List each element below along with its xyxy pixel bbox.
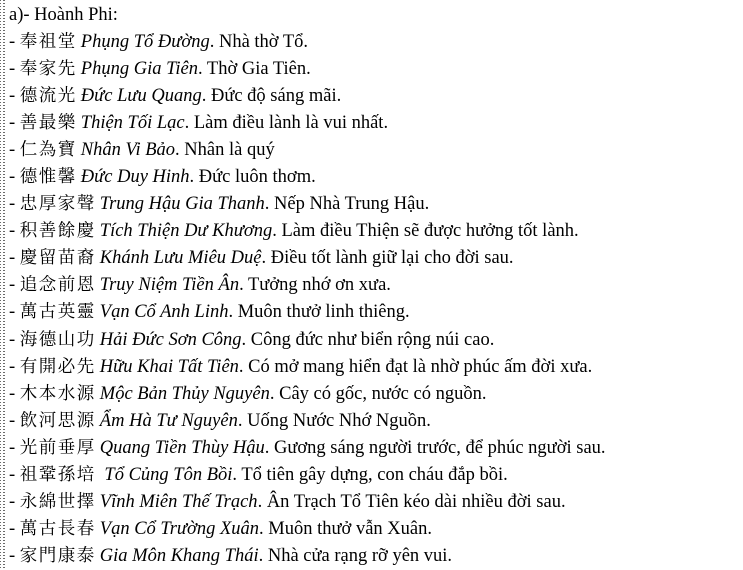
dash-bullet: -	[9, 491, 20, 512]
list-item	[9, 218, 743, 245]
separator-period: .	[258, 545, 268, 566]
meaning-text: Đức luôn thơm.	[198, 167, 316, 188]
section-heading: a)- Hoành Phi:	[9, 5, 118, 25]
transliteration: Đức Lưu Quang	[80, 86, 202, 107]
list-item	[9, 408, 743, 435]
han-characters: 木本水源	[19, 383, 96, 404]
page-boundary-dotted-line	[0, 0, 1, 570]
dash-bullet: -	[9, 167, 20, 188]
separator-period: .	[238, 356, 249, 377]
meaning-text: Muôn thưở vẫn Xuân.	[268, 518, 432, 539]
han-characters: 萬古英靈	[19, 302, 96, 323]
dash-bullet: -	[9, 221, 20, 242]
list-item	[9, 83, 743, 110]
transliteration: Khánh Lưu Miêu Duệ	[99, 248, 262, 269]
list-item	[9, 354, 743, 381]
separator-period: .	[259, 518, 269, 539]
dash-bullet: -	[9, 32, 20, 52]
han-characters: 德流光	[19, 86, 77, 107]
han-characters: 有開必先	[19, 356, 96, 377]
list-item	[9, 299, 743, 326]
meaning-text: Gương sáng người trước, để phúc người sau.	[274, 437, 606, 458]
meaning-text: Làm điều lành là vui nhất.	[193, 113, 389, 134]
transliteration: Đức Duy Hinh	[80, 167, 190, 188]
dash-bullet: -	[9, 545, 20, 566]
meaning-text: Muôn thưở linh thiêng.	[237, 302, 410, 323]
han-characters: 仁為寶	[19, 140, 77, 161]
dash-bullet: -	[9, 518, 20, 539]
dash-bullet: -	[9, 113, 20, 134]
han-characters: 积善餘慶	[19, 221, 96, 242]
han-characters: 忠厚家聲	[19, 194, 96, 215]
han-characters: 家門康泰	[19, 545, 96, 566]
list-item	[9, 245, 743, 272]
hoanh-phi-list	[9, 29, 743, 570]
meaning-text: Công đức như biển rộng núi cao.	[250, 329, 495, 350]
transliteration: Thiện Tối Lạc	[80, 113, 185, 134]
document-content	[9, 2, 743, 570]
han-characters: 萬古長春	[19, 518, 96, 539]
separator-period: .	[228, 302, 238, 323]
han-characters: 德惟馨	[19, 167, 77, 188]
transliteration: Quang Tiền Thùy Hậu	[99, 437, 265, 458]
han-characters: 永綿世擇	[19, 491, 96, 512]
list-item	[9, 56, 743, 83]
meaning-text: Nhà thờ Tổ.	[218, 32, 309, 52]
list-item	[9, 164, 743, 191]
page-boundary-dotted-line	[3, 0, 5, 570]
transliteration: Hữu Khai Tất Tiên	[99, 356, 239, 377]
meaning-text: Nhân là quý	[184, 140, 275, 161]
dash-bullet: -	[9, 140, 20, 161]
meaning-text: Đức độ sáng mãi.	[210, 86, 342, 107]
separator-period: .	[197, 59, 207, 80]
han-characters: 光前垂厚	[19, 437, 96, 458]
transliteration: Trung Hậu Gia Thanh	[99, 194, 265, 215]
list-item	[9, 191, 743, 218]
transliteration: Nhân Vi Bảo	[80, 140, 176, 161]
list-item	[9, 29, 743, 56]
meaning-text: Thờ Gia Tiên.	[206, 59, 311, 80]
meaning-text: Điều tốt lành giữ lại cho đời sau.	[270, 248, 514, 269]
meaning-text: Ân Trạch Tổ Tiên kéo dài nhiều đời sau.	[266, 491, 566, 512]
list-item	[9, 489, 743, 516]
separator-period: .	[241, 329, 251, 350]
transliteration: Truy Niệm Tiền Ân	[99, 275, 240, 296]
dash-bullet: -	[9, 383, 20, 404]
separator-period: .	[261, 248, 271, 269]
dash-bullet: -	[9, 275, 20, 296]
list-item	[9, 327, 743, 354]
separator-period: .	[272, 221, 282, 242]
dash-bullet: -	[9, 59, 20, 80]
dash-bullet: -	[9, 248, 20, 269]
meaning-text: Nếp Nhà Trung Hậu.	[274, 194, 430, 215]
han-characters: 祖鞏孫培	[19, 464, 96, 485]
dash-bullet: -	[9, 464, 20, 485]
list-item	[9, 381, 743, 408]
separator-period: .	[269, 383, 280, 404]
separator-period: .	[175, 140, 185, 161]
separator-period: .	[237, 410, 248, 431]
transliteration: Vĩnh Miên Thế Trạch	[99, 491, 258, 512]
separator-period: .	[264, 194, 275, 215]
transliteration: Tích Thiện Dư Khương	[99, 221, 273, 242]
han-characters: 善最樂	[19, 113, 77, 134]
dash-bullet: -	[9, 437, 20, 458]
separator-period: .	[189, 167, 199, 188]
transliteration: Vạn Cổ Trường Xuân	[99, 518, 260, 539]
han-characters: 奉家先	[19, 59, 77, 80]
meaning-text: Uống Nước Nhớ Nguồn.	[247, 410, 431, 431]
meaning-text: Làm điều Thiện sẽ được hưởng tốt lành.	[281, 221, 579, 242]
separator-period: .	[232, 464, 242, 485]
han-characters: 飲河思源	[19, 410, 96, 431]
han-characters: 追念前恩	[19, 275, 96, 296]
dash-bullet: -	[9, 302, 20, 323]
list-item	[9, 435, 743, 462]
transliteration: Vạn Cổ Anh Linh	[99, 302, 229, 323]
meaning-text: Cây có gốc, nước có nguồn.	[279, 383, 487, 404]
list-item	[9, 516, 743, 543]
transliteration: Gia Môn Khang Thái	[99, 545, 259, 566]
meaning-text: Nhà cửa rạng rỡ yên vui.	[267, 545, 453, 566]
dash-bullet: -	[9, 86, 20, 107]
separator-period: .	[264, 437, 275, 458]
list-item	[9, 110, 743, 137]
transliteration: Hải Đức Sơn Công	[99, 329, 242, 350]
meaning-text: Tưởng nhớ ơn xưa.	[248, 275, 391, 296]
separator-period: .	[184, 113, 194, 134]
dash-bullet: -	[9, 194, 20, 215]
han-characters: 海德山功	[19, 329, 96, 350]
transliteration: Ẩm Hà Tư Nguyên	[99, 410, 238, 431]
han-characters: 奉祖堂	[19, 32, 77, 52]
list-item	[9, 462, 743, 489]
dash-bullet: -	[9, 356, 20, 377]
list-item	[9, 272, 743, 299]
meaning-text: Tổ tiên gây dựng, con cháu đắp bồi.	[241, 464, 508, 485]
transliteration: Mộc Bản Thủy Nguyên	[99, 383, 270, 404]
dash-bullet: -	[9, 410, 20, 431]
transliteration: Tổ Củng Tôn Bồi	[99, 464, 233, 485]
dash-bullet: -	[9, 329, 20, 350]
transliteration: Phụng Gia Tiên	[80, 59, 198, 80]
meaning-text: Có mở mang hiển đạt là nhờ phúc ấm đời xưa.	[248, 356, 593, 377]
transliteration: Phụng Tổ Đường	[80, 32, 210, 52]
separator-period: .	[239, 275, 248, 296]
list-item	[9, 137, 743, 164]
list-item	[9, 543, 743, 570]
separator-period: .	[257, 491, 267, 512]
separator-period: .	[209, 32, 219, 52]
han-characters: 慶留苗裔	[19, 248, 96, 269]
separator-period: .	[201, 86, 211, 107]
